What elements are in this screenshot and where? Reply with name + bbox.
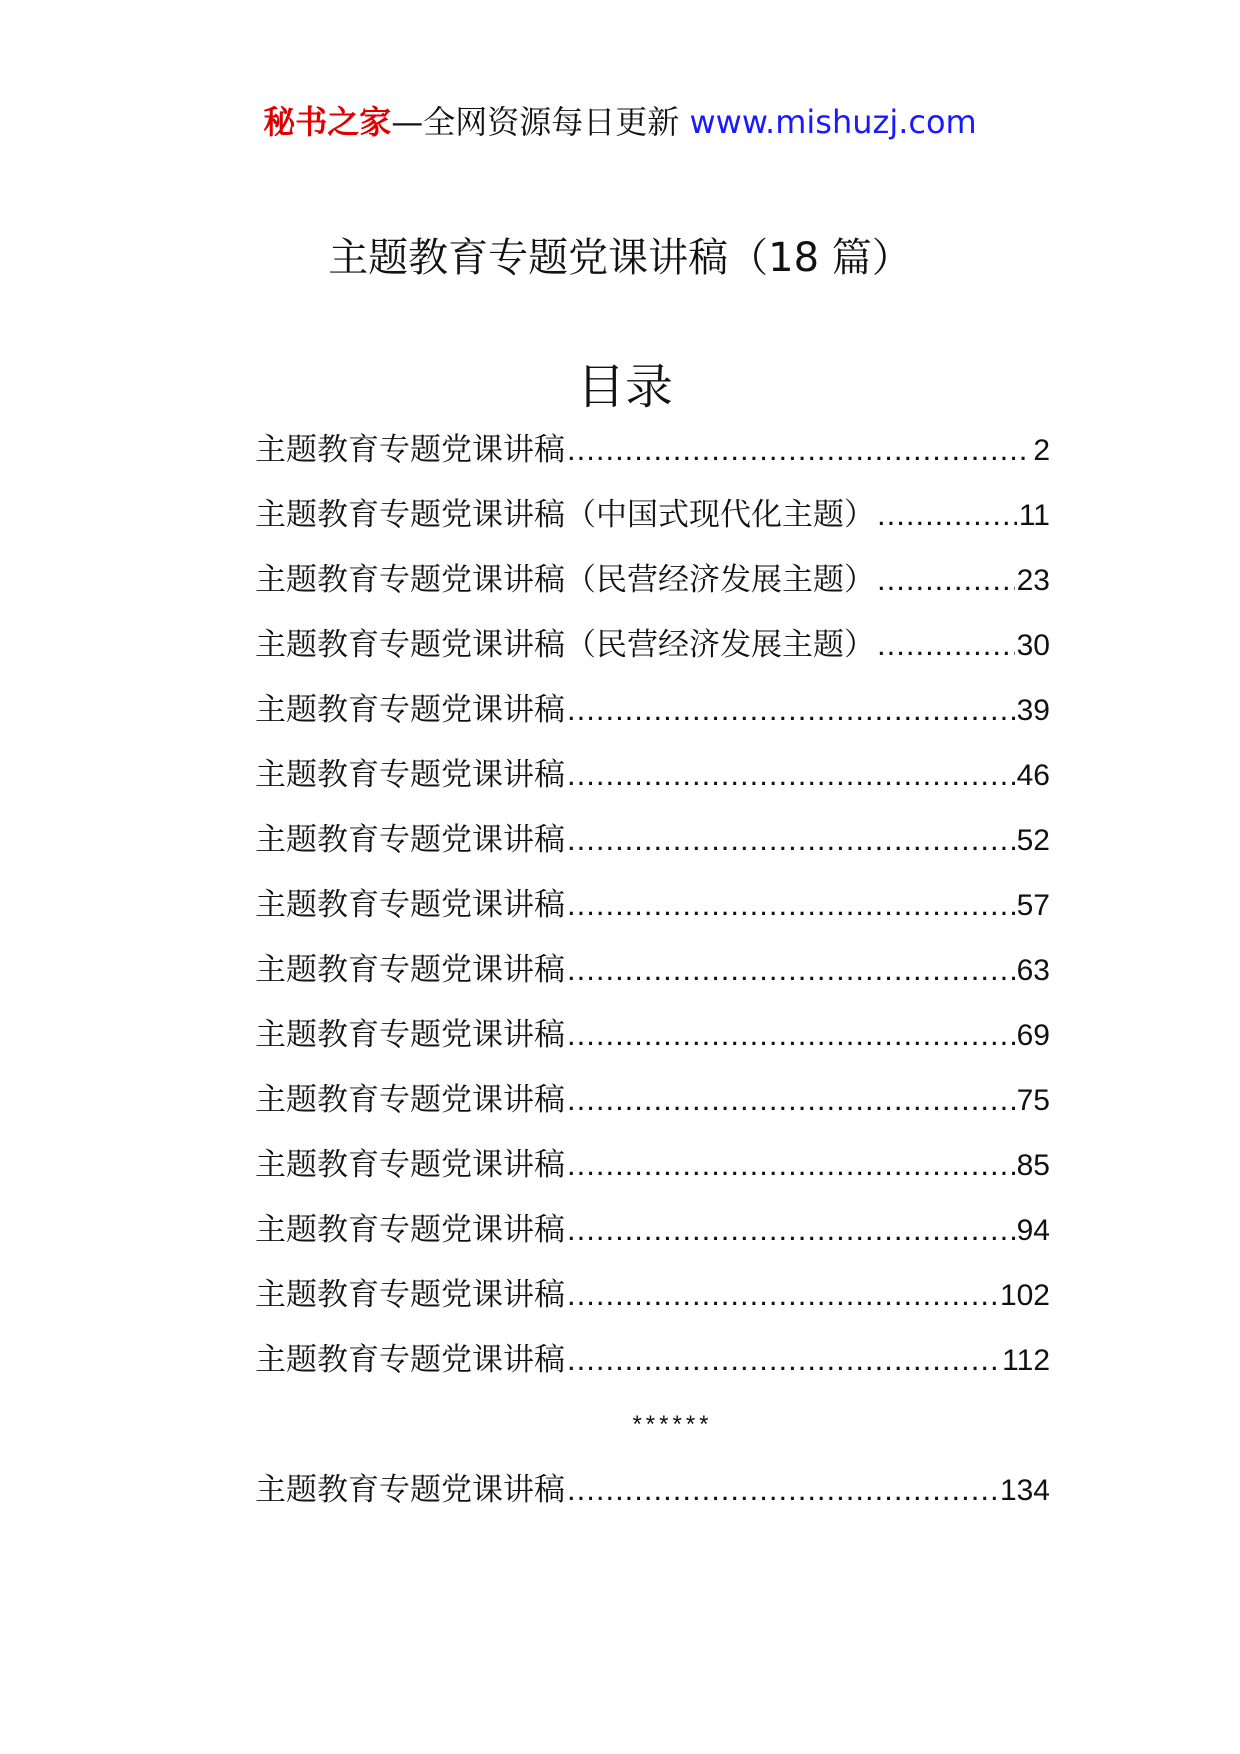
toc-entry-title: 主题教育专题党课讲稿 (255, 1342, 565, 1378)
toc-entry-page: 102 (999, 1279, 1050, 1312)
site-header (0, 100, 1240, 144)
dot-leader (567, 1010, 1015, 1060)
toc-entry-page: 57 (1016, 889, 1050, 922)
toc-entry-page: 94 (1016, 1214, 1050, 1247)
toc-entry-page: 69 (1016, 1019, 1050, 1052)
dot-leader (567, 750, 1015, 800)
dot-leader (567, 1075, 1015, 1125)
dot-leader (567, 1140, 1015, 1190)
toc-entry-title: 主题教育专题党课讲稿 (255, 1082, 565, 1118)
dot-leader (567, 815, 1015, 865)
section-separator: ****** (632, 1411, 713, 1438)
toc-entry-title: 主题教育专题党课讲稿 (255, 822, 565, 858)
toc-entry-title: 主题教育专题党课讲稿 (255, 757, 565, 793)
dot-leader (567, 1205, 1015, 1255)
dot-leader (877, 490, 1017, 540)
toc-entry-page: 30 (1016, 629, 1050, 662)
toc-entry-page: 39 (1016, 694, 1050, 727)
toc-entry-title: 主题教育专题党课讲稿（中国式现代化主题） (255, 497, 875, 533)
toc-entry-page: 23 (1016, 564, 1050, 597)
dot-leader (877, 620, 1015, 670)
toc-entry[interactable] (255, 1465, 1050, 1530)
toc-entry[interactable] (255, 1140, 1050, 1205)
toc-entry[interactable] (255, 490, 1050, 555)
toc-entry-page: 2 (1033, 434, 1050, 467)
toc-entry-page: 85 (1016, 1149, 1050, 1182)
toc-entry-title: 主题教育专题党课讲稿（民营经济发展主题） (255, 562, 875, 598)
toc-entry-title: 主题教育专题党课讲稿 (255, 1277, 565, 1313)
dot-leader (567, 1465, 998, 1515)
toc-entry-page: 134 (999, 1474, 1050, 1507)
toc-entry[interactable] (255, 750, 1050, 815)
toc-entry-title: 主题教育专题党课讲稿 (255, 1147, 565, 1183)
toc-entry[interactable] (255, 620, 1050, 685)
toc-entry-title: 主题教育专题党课讲稿 (255, 887, 565, 923)
toc-entry[interactable] (255, 880, 1050, 945)
table-of-contents (255, 425, 1050, 1530)
toc-entry-page: 112 (1002, 1344, 1050, 1377)
toc-heading: 目录 (576, 359, 673, 415)
toc-entry[interactable] (255, 685, 1050, 750)
toc-entry[interactable] (255, 1075, 1050, 1140)
toc-entry[interactable] (255, 1205, 1050, 1270)
toc-entry[interactable] (255, 425, 1050, 490)
toc-entry-page: 11 (1018, 499, 1050, 532)
dot-leader (567, 685, 1015, 735)
toc-entry-page: 75 (1016, 1084, 1050, 1117)
dot-leader (567, 880, 1015, 930)
toc-entry[interactable] (255, 555, 1050, 620)
site-url-link[interactable]: www.mishuzj.com (689, 103, 977, 141)
dot-leader (567, 425, 1031, 475)
document-title: 主题教育专题党课讲稿（18 篇） (328, 235, 912, 281)
brand-name: 秘书之家 (263, 103, 392, 141)
toc-entry[interactable] (255, 1335, 1050, 1400)
toc-entry[interactable] (255, 945, 1050, 1010)
dot-leader (877, 555, 1015, 605)
toc-entry[interactable] (255, 1270, 1050, 1335)
toc-entry-page: 63 (1016, 954, 1050, 987)
toc-entry-title: 主题教育专题党课讲稿 (255, 1017, 565, 1053)
toc-entry-title: 主题教育专题党课讲稿 (255, 1212, 565, 1248)
dot-leader (567, 945, 1015, 995)
dot-leader (567, 1335, 1000, 1385)
toc-entry-title: 主题教育专题党课讲稿 (255, 692, 565, 728)
toc-entry-page: 46 (1016, 759, 1050, 792)
toc-entry-title: 主题教育专题党课讲稿 (255, 952, 565, 988)
toc-entry-page: 52 (1016, 824, 1050, 857)
toc-entry[interactable] (255, 1010, 1050, 1075)
toc-entry[interactable] (255, 815, 1050, 880)
dot-leader (567, 1270, 998, 1320)
toc-entry-title: 主题教育专题党课讲稿（民营经济发展主题） (255, 627, 875, 663)
site-slogan: —全网资源每日更新 (391, 103, 680, 141)
toc-entry-title: 主题教育专题党课讲稿 (255, 1472, 565, 1508)
toc-entry-title: 主题教育专题党课讲稿 (255, 432, 565, 468)
